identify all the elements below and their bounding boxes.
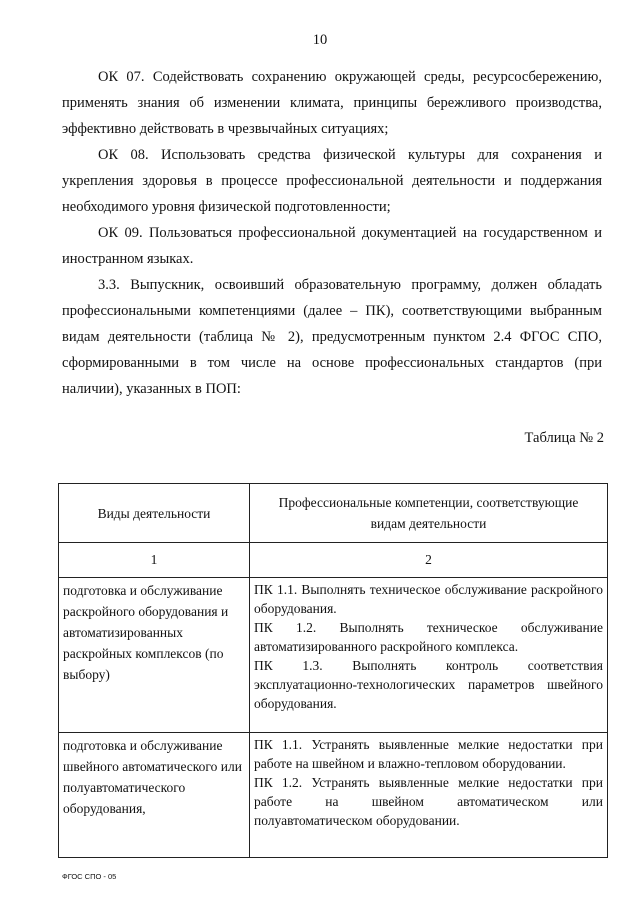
competency-item: ПК 1.3. Выполнять контроль соответствия эксплуатационно-технологических параметров швейного оборудования.: [254, 658, 603, 711]
competency-item: ПК 1.1. Выполнять техническое обслуживание раскройного оборудования.: [254, 582, 603, 616]
activity-cell: подготовка и обслуживание швейного автоматического или полуавтоматического оборудования,: [59, 733, 250, 858]
table-row: [59, 578, 608, 733]
competency-item: ПК 1.2. Выполнять техническое обслуживание автоматизированного раскройного комплекса.: [254, 620, 603, 654]
paragraph-ok09: ОК 09. Пользоваться профессиональной документацией на государственном и иностранном языках.: [62, 225, 602, 267]
column-number-1: 1: [59, 543, 250, 578]
table-header-row: [59, 484, 608, 543]
table-number-row: [59, 543, 608, 578]
paragraph-ok08: ОК 08. Использовать средства физической культуры для сохранения и укрепления здоровья в процессе профессиональной деятельности и поддержания необходимого уровня физической подготовленности;: [62, 147, 602, 215]
table-row: [59, 733, 608, 858]
competency-item: ПК 1.2. Устранять выявленные мелкие недостатки при работе на швейном автоматическом или полуавтоматическом оборудовании.: [254, 775, 603, 828]
footer-stamp: ФГОС СПО - 05: [62, 872, 117, 881]
header-activities: Виды деятельности: [59, 484, 250, 543]
header-competencies: Профессиональные компетенции, соответствующие видам деятельности: [250, 484, 608, 543]
competencies-table: [58, 483, 608, 858]
competency-item: ПК 1.1. Устранять выявленные мелкие недостатки при работе на швейном и влажно-тепловом оборудовании.: [254, 737, 603, 771]
competencies-cell: [250, 578, 608, 733]
column-number-2: 2: [250, 543, 608, 578]
paragraph-ok07: ОК 07. Содействовать сохранению окружающей среды, ресурсосбережению, применять знания об изменении климата, принципы бережливого производства, эффективно действовать в чрезвычайных ситуациях;: [62, 69, 602, 137]
competencies-cell: [250, 733, 608, 858]
activity-cell: подготовка и обслуживание раскройного оборудования и автоматизированных раскройных комплексов (по выбору): [59, 578, 250, 733]
paragraph-3-3: 3.3. Выпускник, освоивший образовательную программу, должен обладать профессиональными компетенциями (далее – ПК), соответствующими выбранным видам деятельности (таблица № 2), предусмотренным пунктом 2.4 ФГОС СПО, сформированными в том числе на основе профессиональных стандартов (при наличии), указанных в ПОП:: [62, 277, 602, 397]
page-number: 10: [312, 32, 328, 48]
table-caption: Таблица № 2: [524, 430, 604, 446]
